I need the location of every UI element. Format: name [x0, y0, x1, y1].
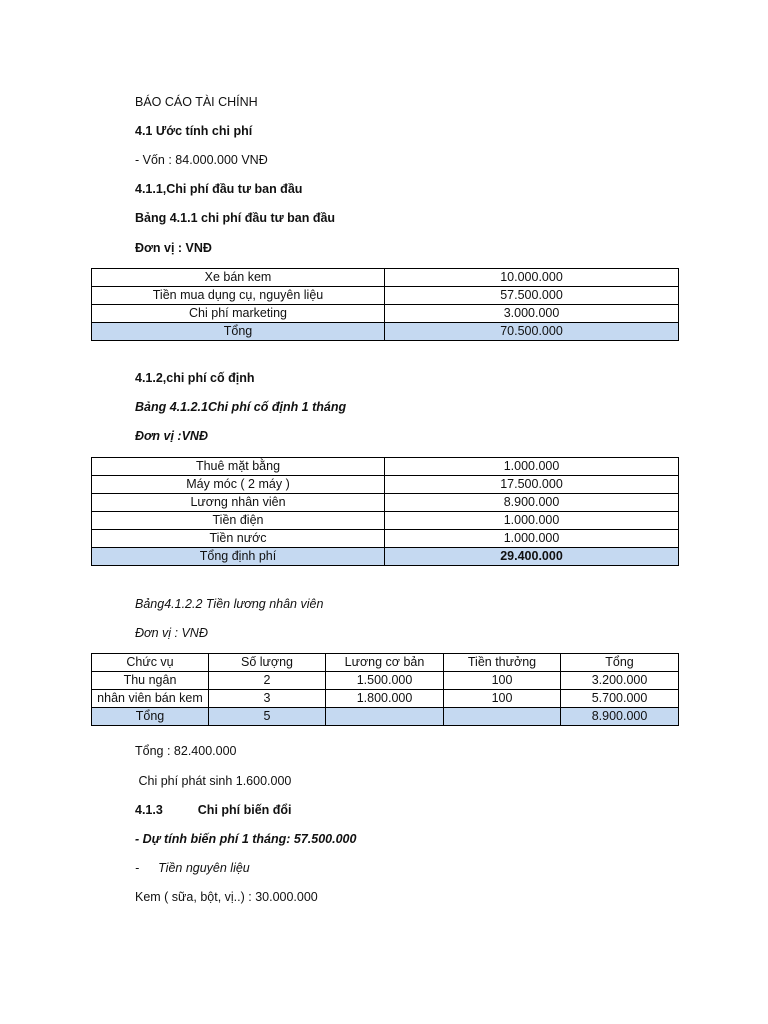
table-cell-total-label: Tổng định phí	[92, 548, 385, 566]
table-cell-total-amount: 70.500.000	[385, 323, 679, 341]
table-cell-qty: 3	[209, 690, 326, 708]
ice-cream-cost-line: Kem ( sữa, bột, vị..) : 30.000.000	[135, 890, 318, 904]
column-header: Lương cơ bản	[326, 654, 444, 672]
table-cell-amount: 57.500.000	[385, 287, 679, 305]
table-row	[92, 305, 679, 323]
table-cell-total-label: Tổng	[92, 708, 209, 726]
table-header-row	[92, 654, 679, 672]
table2-caption: Bảng 4.1.2.1Chi phí cố định 1 tháng	[135, 400, 347, 414]
table-cell-position: nhân viên bán kem	[92, 690, 209, 708]
table-cell-amount: 10.000.000	[385, 269, 679, 287]
section-heading-4-1: 4.1 Ước tính chi phí	[135, 124, 253, 138]
section-number: 4.1.3	[135, 803, 163, 817]
ingredients-line	[135, 860, 250, 876]
table-cell-qty: 2	[209, 672, 326, 690]
table-cell-total-salary	[326, 708, 444, 726]
table-cell-item: Chi phí marketing	[92, 305, 385, 323]
initial-investment-table	[91, 268, 679, 341]
column-header: Số lượng	[209, 654, 326, 672]
table1-unit: Đơn vị : VNĐ	[135, 241, 212, 255]
table-row	[92, 494, 679, 512]
table-total-row	[92, 708, 679, 726]
table3-unit: Đơn vị : VNĐ	[135, 626, 208, 640]
table-cell-salary: 1.500.000	[326, 672, 444, 690]
column-header: Chức vụ	[92, 654, 209, 672]
table-row	[92, 287, 679, 305]
table-cell-item: Xe bán kem	[92, 269, 385, 287]
table-cell-salary: 1.800.000	[326, 690, 444, 708]
table-cell-total: 5.700.000	[561, 690, 679, 708]
table-cell-total-label: Tổng	[92, 323, 385, 341]
table-row	[92, 530, 679, 548]
column-header: Tổng	[561, 654, 679, 672]
table-cell-amount: 3.000.000	[385, 305, 679, 323]
table-cell-amount: 8.900.000	[385, 494, 679, 512]
table-cell-total-amount: 29.400.000	[385, 548, 679, 566]
section-heading-4-1-3	[135, 802, 292, 818]
table-cell-total: 3.200.000	[561, 672, 679, 690]
report-title: BÁO CÁO TÀI CHÍNH	[135, 95, 258, 109]
staff-salary-table	[91, 653, 679, 726]
table-cell-position: Thu ngân	[92, 672, 209, 690]
table-row	[92, 690, 679, 708]
table-cell-amount: 1.000.000	[385, 530, 679, 548]
table2-unit: Đơn vị :VNĐ	[135, 429, 208, 443]
table-row	[92, 458, 679, 476]
capital-line: - Vốn : 84.000.000 VNĐ	[135, 153, 268, 167]
table3-caption: Bảng4.1.2.2 Tiền lương nhân viên	[135, 597, 324, 611]
table-cell-item: Tiền điện	[92, 512, 385, 530]
table-total-row	[92, 548, 679, 566]
table-row	[92, 269, 679, 287]
table-total-row	[92, 323, 679, 341]
table1-caption: Bảng 4.1.1 chi phí đầu tư ban đầu	[135, 211, 336, 225]
incidental-cost-line: Chi phí phát sinh 1.600.000	[135, 774, 292, 788]
table-cell-item: Tiền nước	[92, 530, 385, 548]
table-cell-item: Tiền mua dụng cụ, nguyên liệu	[92, 287, 385, 305]
table-cell-total-qty: 5	[209, 708, 326, 726]
table-cell-bonus: 100	[444, 690, 561, 708]
table-cell-item: Lương nhân viên	[92, 494, 385, 512]
table-cell-amount: 1.000.000	[385, 512, 679, 530]
table-row	[92, 476, 679, 494]
table-cell-item: Thuê mặt bằng	[92, 458, 385, 476]
section-heading-4-1-2: 4.1.2,chi phí cố định	[135, 371, 255, 385]
fixed-cost-table	[91, 457, 679, 566]
table-cell-total-bonus	[444, 708, 561, 726]
grand-total-line: Tổng : 82.400.000	[135, 744, 237, 758]
ingredients-label: Tiền nguyên liệu	[158, 861, 250, 875]
column-header: Tiền thưởng	[444, 654, 561, 672]
table-cell-amount: 1.000.000	[385, 458, 679, 476]
list-dash: -	[135, 861, 140, 875]
table-row	[92, 672, 679, 690]
table-cell-amount: 17.500.000	[385, 476, 679, 494]
table-cell-bonus: 100	[444, 672, 561, 690]
table-row	[92, 512, 679, 530]
section-heading-4-1-1: 4.1.1,Chi phí đầu tư ban đầu	[135, 182, 303, 196]
section-title: Chi phí biến đổi	[197, 803, 292, 817]
table-cell-item: Máy móc ( 2 máy )	[92, 476, 385, 494]
variable-cost-estimate: - Dự tính biến phí 1 tháng: 57.500.000	[135, 832, 357, 846]
table-cell-total-amount: 8.900.000	[561, 708, 679, 726]
